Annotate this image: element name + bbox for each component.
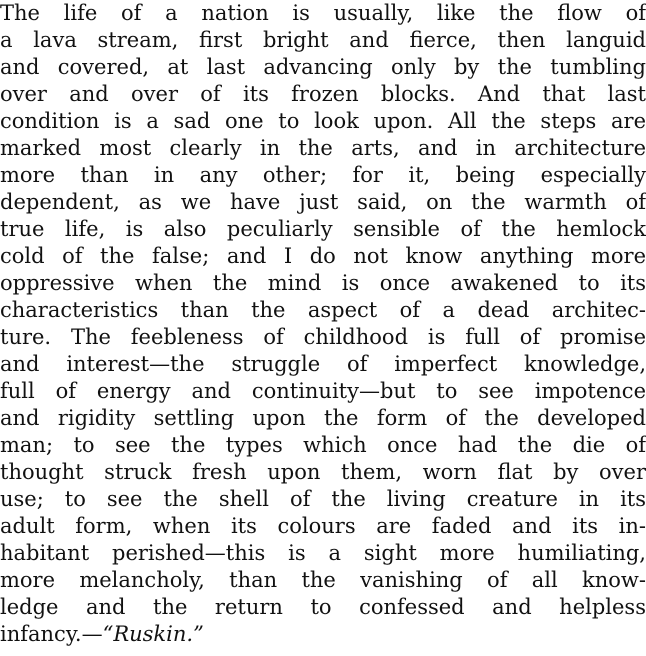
text-line: condition is a sad one to look upon. All the steps are: [0, 109, 646, 133]
text-line: ledge and the return to confessed and helpless: [0, 595, 646, 619]
text-line: The life of a nation is usually, like the flow of: [0, 1, 646, 25]
text-line: ture. The feebleness of childhood is full of promise: [0, 325, 646, 349]
text-line-last: [0, 621, 646, 648]
text-line: full of energy and continuity—but to see impotence: [0, 379, 646, 403]
text-line: characteristics than the aspect of a dead architec-: [0, 298, 646, 322]
text-line: and covered, at last advancing only by the tumbling: [0, 55, 646, 79]
text-line: over and over of its frozen blocks. And that last: [0, 82, 646, 106]
attribution: “Ruskin.”: [102, 622, 204, 646]
text-line: dependent, as we have just said, on the warmth of: [0, 190, 646, 214]
text-line: more melancholy, than the vanishing of all know-: [0, 568, 646, 592]
text-line: habitant perished—this is a sight more humiliating,: [0, 541, 646, 565]
text-line: and rigidity settling upon the form of the developed: [0, 406, 646, 430]
text-line: man; to see the types which once had the die of: [0, 433, 646, 457]
text-line: oppressive when the mind is once awakened to its: [0, 271, 646, 295]
text-line: a lava stream, first bright and fierce, then languid: [0, 28, 646, 52]
text-line: adult form, when its colours are faded and its in-: [0, 514, 646, 538]
text-line: cold of the false; and I do not know anything more: [0, 244, 646, 268]
text-line: use; to see the shell of the living creature in its: [0, 487, 646, 511]
text-line: more than in any other; for it, being especially: [0, 163, 646, 187]
text-line: true life, is also peculiarly sensible of the hemlock: [0, 217, 646, 241]
closing-text: infancy.—: [0, 622, 103, 646]
text-line: and interest—the struggle of imperfect knowledge,: [0, 352, 646, 376]
text-line: marked most clearly in the arts, and in architecture: [0, 136, 646, 160]
text-line: thought struck fresh upon them, worn flat by over: [0, 460, 646, 484]
